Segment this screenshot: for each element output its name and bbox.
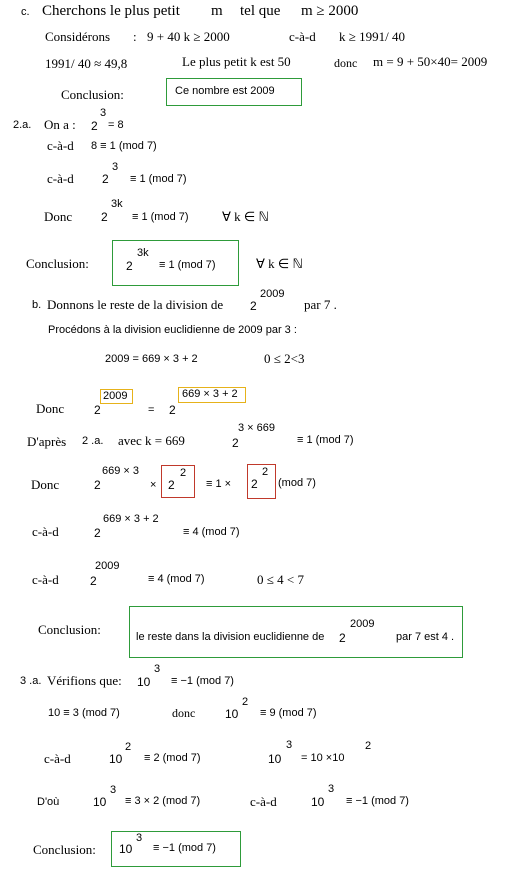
smallest-k: Le plus petit k est 50 xyxy=(182,54,291,69)
section-label-c: c. xyxy=(21,6,30,18)
power-base: 2 xyxy=(101,210,108,224)
power-exponent: 3 xyxy=(100,107,107,119)
cad-label: c-à-d xyxy=(44,751,71,766)
cad-label: c-à-d xyxy=(32,572,59,587)
conclusion-label: Conclusion: xyxy=(33,842,96,857)
section-label-3a: 3 .a. xyxy=(20,675,42,687)
power-exponent: 3 xyxy=(136,832,143,844)
procedons-text: Procédons à la division euclidienne de 2009 par 3 : xyxy=(48,324,297,336)
reference-2a: 2 .a. xyxy=(82,435,104,447)
cad-label: c-à-d xyxy=(47,138,74,153)
power-base: 2 xyxy=(102,172,109,186)
congruence: 8 ≡ 1 (mod 7) xyxy=(91,140,157,152)
power-base: 2 xyxy=(94,478,101,492)
highlight-box xyxy=(161,465,195,498)
power-exponent: 3k xyxy=(137,247,149,259)
power-base: 2 xyxy=(94,526,101,540)
congruence: ≡ 4 (mod 7) xyxy=(148,573,205,585)
power-exponent: 3k xyxy=(111,198,123,210)
equals-8: = 8 xyxy=(108,119,124,131)
power-base: 2 xyxy=(251,477,258,491)
heading-2b-end: par 7 . xyxy=(304,297,337,312)
product: = 10 ×10 xyxy=(301,752,345,764)
conclusion-box xyxy=(166,78,302,106)
for-all-k: ∀ k ∈ ℕ xyxy=(256,256,303,271)
conclusion-label: Conclusion: xyxy=(26,256,89,271)
avec-k: avec k = 669 xyxy=(118,433,185,448)
conclusion-box xyxy=(129,606,463,658)
section-label-2a: 2.a. xyxy=(13,119,32,131)
power-exponent: 3 xyxy=(110,784,117,796)
power-base: 2 xyxy=(169,403,176,417)
cad-label: c-à-d xyxy=(250,794,277,809)
conclusion-label: Conclusion: xyxy=(38,622,101,637)
congruence: ≡ −1 (mod 7) xyxy=(153,842,216,854)
power-base: 2 xyxy=(250,299,257,313)
conclusion-box xyxy=(111,831,241,867)
power-base: 10 xyxy=(311,795,325,809)
equals-sign: = xyxy=(148,404,155,416)
donc-label: donc xyxy=(334,56,358,70)
heading-2b: Donnons le reste de la division de xyxy=(47,297,224,312)
conclusion-text: le reste dans la division euclidienne de xyxy=(136,631,325,643)
heading-c: Cherchons le plus petit xyxy=(42,3,180,19)
power-base: 10 xyxy=(119,842,133,856)
section-label-b: b. xyxy=(32,299,42,311)
power-exponent: 2 xyxy=(180,467,187,479)
conclusion-text: Ce nombre est 2009 xyxy=(175,85,275,97)
donc-label: Donc xyxy=(36,401,65,416)
euclidean-division: 2009 = 669 × 3 + 2 xyxy=(105,353,198,365)
power-exponent: 3 xyxy=(328,783,335,795)
congruence: ≡ 1 × xyxy=(206,478,232,490)
power-base: 10 xyxy=(109,752,123,766)
congruence: ≡ 1 (mod 7) xyxy=(130,173,187,185)
m-value: m = 9 + 50×40= 2009 xyxy=(373,54,488,69)
power-exponent: 3 xyxy=(286,739,293,751)
times-sign: × xyxy=(150,479,157,491)
congruence: ≡ −1 (mod 7) xyxy=(171,675,234,687)
power-exponent: 3 xyxy=(112,161,119,173)
congruence: ≡ 1 (mod 7) xyxy=(159,259,216,271)
power-exponent: 669 × 3 + 2 xyxy=(103,513,159,525)
condition: m ≥ 2000 xyxy=(301,3,359,19)
power-exponent: 2009 xyxy=(350,618,375,630)
variable-m: m xyxy=(211,3,223,19)
for-all-k: ∀ k ∈ ℕ xyxy=(222,209,269,224)
dapres-label: D'après xyxy=(27,434,67,449)
dou-label: D'où xyxy=(37,796,60,808)
considerons-label: Considérons xyxy=(45,29,110,44)
power-exponent: 2009 xyxy=(260,288,285,300)
remainder-bounds: 0 ≤ 4 < 7 xyxy=(257,572,304,587)
congruence: ≡ 2 (mod 7) xyxy=(144,752,201,764)
conclusion-box xyxy=(112,240,239,286)
heading-c-tel-que: tel que xyxy=(240,3,281,19)
colon: : xyxy=(133,29,137,44)
congruence: ≡ 4 (mod 7) xyxy=(183,526,240,538)
inequality: 9 + 40 k ≥ 2000 xyxy=(147,29,230,44)
power-base: 10 xyxy=(137,675,151,689)
power-base: 10 xyxy=(268,752,282,766)
donc-label: donc xyxy=(172,706,196,720)
mod-7: (mod 7) xyxy=(278,477,316,489)
cad-label: c-à-d xyxy=(47,171,74,186)
power-base: 2 xyxy=(339,631,346,645)
power-exponent: 2 xyxy=(242,696,249,708)
power-base: 2 xyxy=(90,574,97,588)
k-inequality: k ≥ 1991/ 40 xyxy=(339,29,405,44)
power-base: 2 xyxy=(126,259,133,273)
power-base: 2 xyxy=(232,436,239,450)
congruence: ≡ 3 × 2 (mod 7) xyxy=(125,795,201,807)
power-exponent: 2 xyxy=(125,741,132,753)
remainder-bounds: 0 ≤ 2<3 xyxy=(264,351,305,366)
power-exponent: 3 × 669 xyxy=(238,422,276,434)
approximation: 1991/ 40 ≈ 49,8 xyxy=(45,56,128,71)
conclusion-text-end: par 7 est 4 . xyxy=(396,631,455,643)
power-exponent: 2 xyxy=(262,466,269,478)
cad-label: c-à-d xyxy=(289,29,316,44)
power-base: 2 xyxy=(168,478,175,492)
heading-3a: Vérifions que: xyxy=(47,673,122,688)
power-base: 10 xyxy=(225,707,239,721)
power-exponent: 669 × 3 xyxy=(102,465,140,477)
power-exponent: 2009 xyxy=(103,390,128,402)
cad-label: c-à-d xyxy=(32,524,59,539)
congruence: ≡ 9 (mod 7) xyxy=(260,707,317,719)
power-base: 2 xyxy=(91,119,98,133)
congruence: ≡ 1 (mod 7) xyxy=(132,211,189,223)
congruence: ≡ 1 (mod 7) xyxy=(297,434,354,446)
donc-label: Donc xyxy=(31,477,60,492)
power-exponent: 669 × 3 + 2 xyxy=(182,388,238,400)
conclusion-label: Conclusion: xyxy=(61,87,124,102)
donc-label: Donc xyxy=(44,209,73,224)
congruence: ≡ −1 (mod 7) xyxy=(346,795,409,807)
power-base: 10 xyxy=(93,795,107,809)
power-exponent: 2009 xyxy=(95,560,120,572)
congruence-10-3: 10 ≡ 3 (mod 7) xyxy=(48,707,120,719)
power-exponent: 3 xyxy=(154,663,161,675)
on-a-label: On a : xyxy=(44,117,76,132)
power-exponent: 2 xyxy=(365,740,372,752)
power-base: 2 xyxy=(94,403,101,417)
